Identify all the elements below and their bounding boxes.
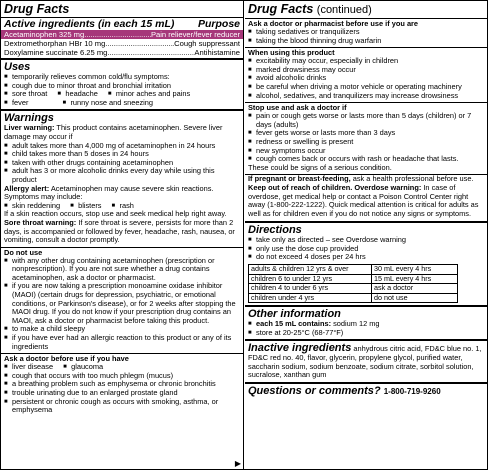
- sore-throat-text: If sore throat is severe, persists for more than 2 days, is accompanied or followed by fever, headache, rash, nausea, or vomiting, consult a doctor promptly.: [4, 217, 235, 245]
- allergy-item: ■ skin reddening: [4, 202, 60, 211]
- drug-facts-header: Drug Facts: [4, 2, 70, 16]
- allergy-item: ■ rash: [112, 202, 134, 211]
- ask-doctor-title: Ask a doctor before use if you have: [4, 354, 129, 364]
- questions-line: [245, 384, 487, 399]
- pregnancy-label: If pregnant or breast-feeding,: [248, 174, 351, 184]
- pregnancy-text: ask a health professional before use.: [350, 174, 474, 184]
- inactive-ingredients-text: anhydrous citric acid, FD&C blue no. 1, FD&C red no. 40, flavor, glycerin, propylene glycol, purified water, saccharin sodium, sodium benzoate, sodium citrate, sorbitol solution, sucralose, xanthan gum: [248, 344, 482, 380]
- allergy-alert-label: Allergy alert:: [4, 183, 50, 193]
- overdose-label: Keep out of reach of children. Overdose warning:: [248, 182, 422, 192]
- dose-cell: do not use: [372, 293, 458, 303]
- ingredient-purpose: Antihistamine: [194, 48, 240, 57]
- table-row: [249, 284, 458, 294]
- sore-throat-warning: [1, 219, 243, 245]
- directions-item: ■ do not exceed 4 doses per 24 hrs: [245, 253, 487, 262]
- ask-doctor-item: ■ liver disease: [4, 363, 53, 372]
- liver-warning-text: This product contains acetaminophen. Severe liver damage may occur if: [4, 123, 223, 141]
- liver-warning-label: Liver warning:: [4, 123, 55, 133]
- do-not-use-item: ■ with any other drug containing acetaminophen (prescription or nonprescription). If you are not sure whether a drug contains acetaminophen, ask a doctor or pharmacist.: [1, 257, 243, 283]
- active-ingredients-title: Active ingredients (in each 15 mL): [4, 18, 175, 30]
- when-using-item: ■ marked drowsiness may occur: [245, 66, 487, 75]
- ingredient-row: [1, 48, 243, 57]
- directions-item: ■ only use the dose cup provided: [245, 245, 487, 254]
- ask-pharmacist-title: Ask a doctor or pharmacist before use if you are: [248, 19, 419, 28]
- continued-label: (continued): [316, 4, 372, 16]
- do-not-use-item: ■ if you have ever had an allergic reaction to this product or any of its ingredients: [1, 334, 243, 351]
- when-using-item: ■ avoid alcoholic drinks: [245, 74, 487, 83]
- overdose-warning: [245, 184, 487, 218]
- ingredient-purpose: Cough suppressant: [174, 39, 240, 48]
- uses-item: ■ headache: [57, 90, 97, 99]
- active-ingredients-heading: [1, 18, 243, 30]
- age-group-cell: children under 4 yrs: [249, 293, 372, 303]
- ingredient-row: [1, 30, 243, 39]
- overdose-text: In case of overdose, get medical help or contact a Poison Control Center right away (1-800-222-1222). Quick medical attention is critical for adults as well as for children even if you do not notice any signs or symptoms.: [248, 182, 479, 218]
- stop-use-title: Stop use and ask a doctor if: [248, 103, 347, 113]
- stop-use-item: ■ pain or cough gets worse or lasts more than 5 days (children) or 7 days (adults): [245, 112, 487, 129]
- uses-item: ■ cough due to minor throat and bronchial irritation: [1, 82, 243, 91]
- liver-item: ■ taken with other drugs containing acetaminophen: [1, 159, 243, 168]
- allergy-after: If a skin reaction occurs, stop use and seek medical help right away.: [4, 209, 227, 219]
- uses-title: Uses: [4, 61, 31, 73]
- stop-use-after: These could be signs of a serious condition.: [248, 162, 392, 172]
- age-group-cell: children 4 to under 6 yrs: [249, 284, 372, 294]
- ask-doctor-item: ■ persistent or chronic cough as occurs with smoking, asthma, or emphysema: [1, 398, 243, 415]
- continue-arrow-icon: ▶: [234, 459, 241, 468]
- uses-intro: ■ temporarily relieves common cold/flu symptoms:: [1, 73, 243, 82]
- table-row: [249, 293, 458, 303]
- left-column: [1, 1, 244, 469]
- age-group-cell: children 6 to under 12 yrs: [249, 274, 372, 284]
- liver-item: ■ adult takes more than 4,000 mg of acetaminophen in 24 hours: [1, 142, 243, 151]
- drug-facts-header: Drug Facts: [248, 2, 314, 16]
- when-using-title: When using this product: [248, 48, 335, 58]
- purpose-title: Purpose: [197, 18, 240, 30]
- ask-pharmacist-item: ■ taking the blood thinning drug warfarin: [245, 37, 487, 46]
- stop-use-item: ■ redness or swelling is present: [245, 138, 487, 147]
- stop-use-item: ■ new symptoms occur: [245, 147, 487, 156]
- other-info-label: each 15 mL contains:: [256, 319, 332, 329]
- uses-item: ■ sore throat: [4, 90, 47, 99]
- ingredient-name: Dextromethorphan HBr 10 mg: [4, 39, 106, 48]
- when-using-item: ■ alcohol, sedatives, and tranquilizers may increase drowsiness: [245, 92, 487, 101]
- uses-item: ■ fever: [4, 99, 28, 108]
- when-using-item: ■ be careful when driving a motor vehicle or operating machinery: [245, 83, 487, 92]
- age-group-cell: adults & children 12 yrs & over: [249, 265, 372, 275]
- other-information-title: Other information: [248, 308, 341, 321]
- do-not-use-item: ■ to make a child sleepy: [1, 325, 243, 334]
- directions-item: ■ take only as directed – see Overdose warning: [245, 236, 487, 245]
- allergy-alert: [1, 185, 243, 202]
- ask-doctor-item: ■ cough that occurs with too much phlegm (mucus): [1, 372, 243, 381]
- other-info-text: sodium 12 mg: [331, 319, 380, 329]
- ask-doctor-item: ■ glaucoma: [63, 363, 103, 372]
- allergy-alert-text: Acetaminophen may cause severe skin reactions. Symptoms may include:: [4, 183, 214, 202]
- do-not-use-item: ■ if you are now taking a prescription monoamine oxidase inhibitor (MAOI) (certain drugs for depression, psychiatric, or emotional conditions, or Parkinson's disease), or for 2 weeks after stopping the MAOI drug. If you do not know if your prescription drug contains an MAOI, ask a doctor or pharmacist before taking this product.: [1, 282, 243, 325]
- inactive-ingredients: [245, 341, 487, 380]
- ask-doctor-item: ■ trouble urinating due to an enlarged prostate gland: [1, 389, 243, 398]
- liver-item: ■ child takes more than 5 doses in 24 hours: [1, 150, 243, 159]
- dose-cell: 30 mL every 4 hrs: [372, 265, 458, 275]
- questions-title: Questions or comments?: [248, 385, 381, 398]
- ingredient-name: Doxylamine succinate 6.25 mg: [4, 48, 108, 57]
- table-row: [249, 265, 458, 275]
- stop-use-item: ■ cough comes back or occurs with rash or headache that lasts.: [245, 155, 487, 164]
- other-info-item: ■ store at 20-25°C (68-77°F): [245, 329, 487, 338]
- liver-warning: [1, 124, 243, 141]
- allergy-item: ■ blisters: [70, 202, 101, 211]
- ingredient-purpose: Pain reliever/fever reducer: [150, 30, 240, 39]
- liver-item: ■ adult has 3 or more alcoholic drinks every day while using this product: [1, 167, 243, 184]
- dose-cell: ask a doctor: [372, 284, 458, 294]
- inactive-ingredients-title: Inactive ingredients: [248, 342, 352, 355]
- ask-pharmacist-item: ■ taking sedatives or tranquilizers: [245, 28, 487, 37]
- uses-row: [1, 99, 243, 108]
- ask-doctor-item: ■ a breathing problem such as emphysema or chronic bronchitis: [1, 380, 243, 389]
- drug-facts-continued-header: [245, 1, 487, 18]
- right-column: [245, 1, 487, 469]
- phone-number: 1-800-719-9260: [383, 387, 441, 397]
- uses-item: ■ runny nose and sneezing: [62, 99, 153, 108]
- ingredient-name: Acetaminophen 325 mg: [4, 30, 85, 39]
- when-using-item: ■ excitability may occur, especially in children: [245, 57, 487, 66]
- stop-use-item: ■ fever gets worse or lasts more than 3 days: [245, 129, 487, 138]
- sore-throat-label: Sore throat warning:: [4, 217, 77, 227]
- uses-item: ■ minor aches and pains: [108, 90, 190, 99]
- do-not-use-title: Do not use: [4, 247, 43, 257]
- dosage-table: [248, 264, 458, 303]
- ingredient-row: [1, 39, 243, 48]
- directions-title: Directions: [248, 224, 302, 237]
- dose-cell: 15 mL every 4 hrs: [372, 274, 458, 284]
- warnings-title: Warnings: [4, 112, 54, 125]
